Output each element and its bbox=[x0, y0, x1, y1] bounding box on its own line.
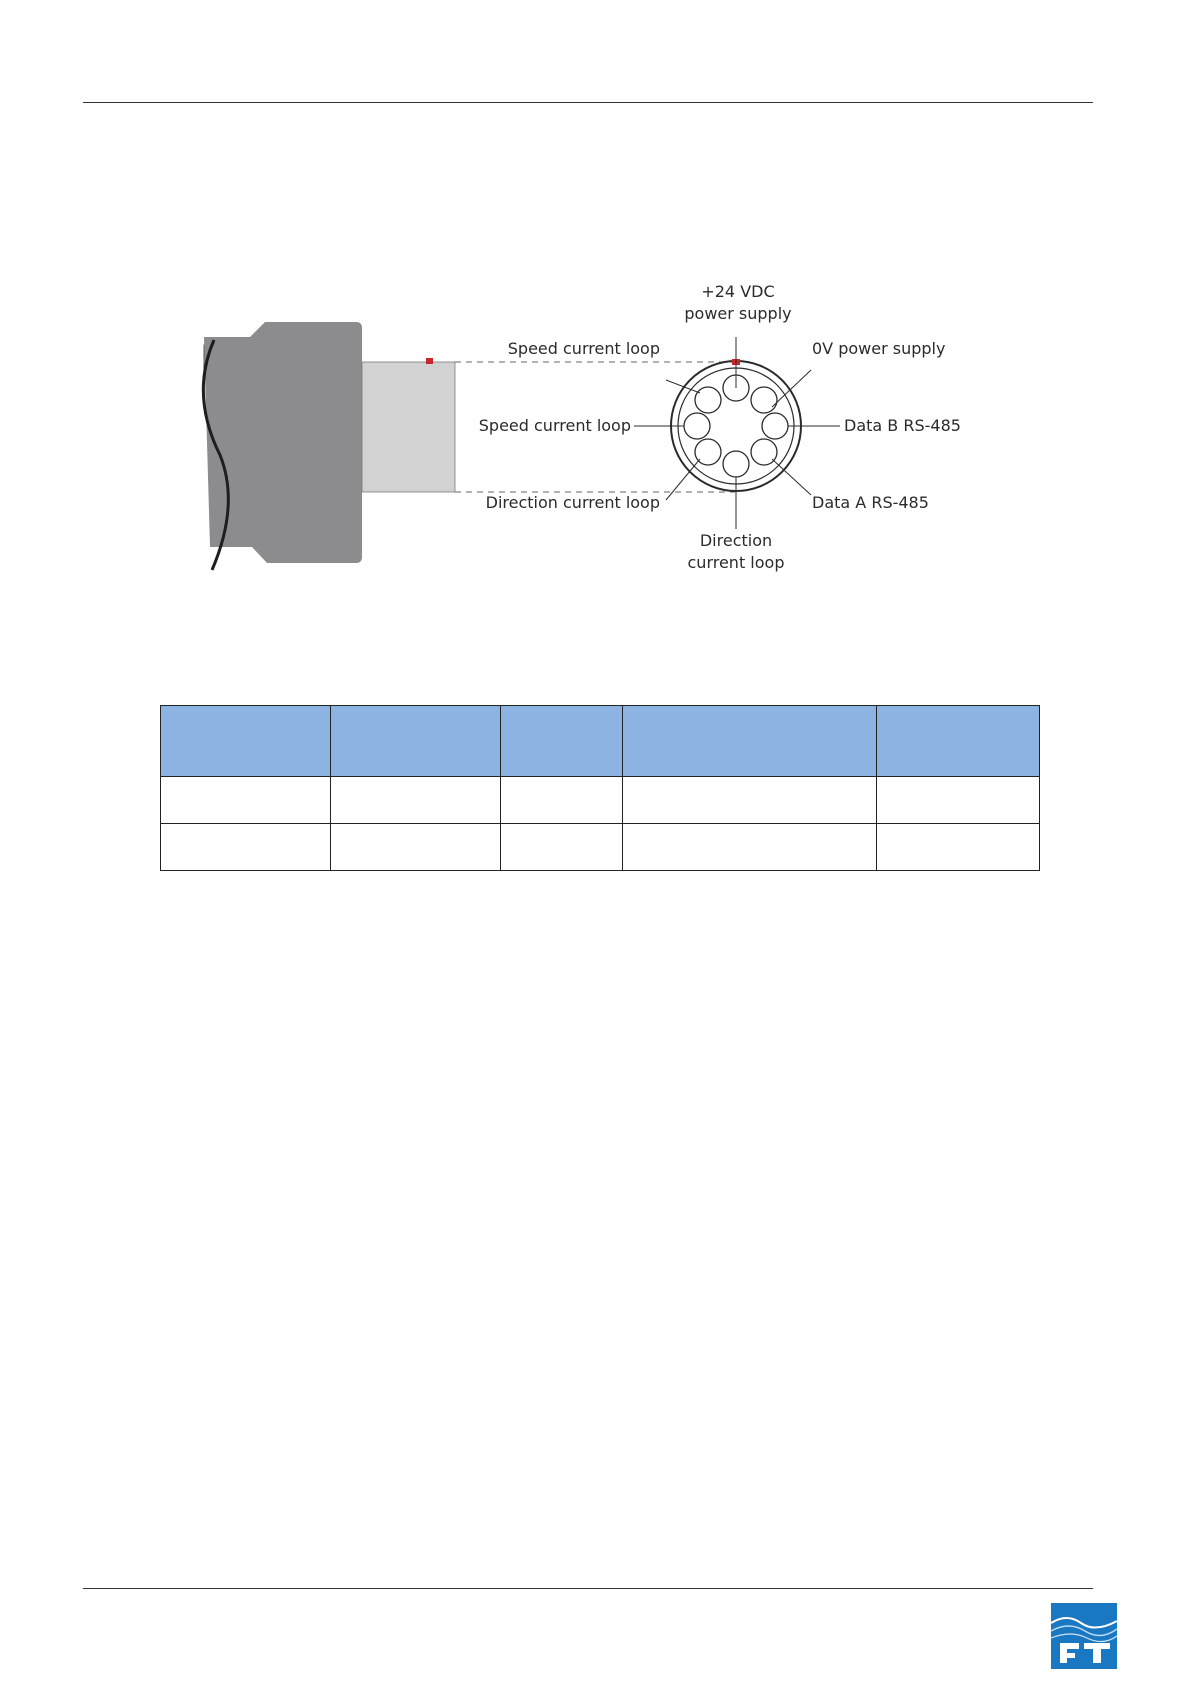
pin-table bbox=[160, 705, 1040, 871]
label-speed-loop-left: Speed current loop bbox=[478, 416, 631, 435]
connector-pinout-diagram bbox=[160, 285, 1000, 625]
label-direction-line2: current loop bbox=[687, 553, 785, 572]
label-data-a: Data A RS-485 bbox=[812, 493, 929, 512]
pin-8 bbox=[695, 387, 721, 413]
table-cell bbox=[331, 824, 501, 871]
table-cell bbox=[877, 777, 1040, 824]
label-24vdc-line1: +24 VDC bbox=[701, 285, 775, 301]
table-header-cell bbox=[331, 706, 501, 777]
table-cell bbox=[623, 824, 877, 871]
connector-end-view bbox=[634, 337, 840, 529]
table-cell bbox=[877, 824, 1040, 871]
table-header-cell bbox=[161, 706, 331, 777]
label-0v-supply: 0V power supply bbox=[812, 339, 946, 358]
table-row bbox=[161, 824, 1040, 871]
connector-shell bbox=[362, 362, 455, 492]
table-cell bbox=[501, 777, 623, 824]
table-header-row bbox=[161, 706, 1040, 777]
table-cell bbox=[161, 777, 331, 824]
connector-body bbox=[204, 322, 362, 563]
label-data-b: Data B RS-485 bbox=[844, 416, 961, 435]
ft-logo bbox=[1051, 1603, 1117, 1669]
table-header-cell bbox=[877, 706, 1040, 777]
footer-rule bbox=[83, 1588, 1093, 1589]
pin-5 bbox=[723, 451, 749, 477]
table-cell bbox=[623, 777, 877, 824]
table-header-cell bbox=[623, 706, 877, 777]
table-cell bbox=[501, 824, 623, 871]
table-header-cell bbox=[501, 706, 623, 777]
pin-7 bbox=[684, 413, 710, 439]
connector-side-view bbox=[203, 322, 735, 570]
header-rule bbox=[83, 102, 1093, 103]
label-direction-loop-left: Direction current loop bbox=[485, 493, 660, 512]
table-cell bbox=[161, 824, 331, 871]
pin-3 bbox=[762, 413, 788, 439]
label-speed-loop-upper: Speed current loop bbox=[507, 339, 660, 358]
key-marker-side bbox=[426, 358, 433, 364]
pin-2 bbox=[751, 387, 777, 413]
table-row bbox=[161, 777, 1040, 824]
label-direction-line1: Direction bbox=[699, 531, 773, 550]
pin-4 bbox=[751, 439, 777, 465]
label-24vdc-line2: power supply bbox=[684, 304, 792, 323]
table-cell bbox=[331, 777, 501, 824]
